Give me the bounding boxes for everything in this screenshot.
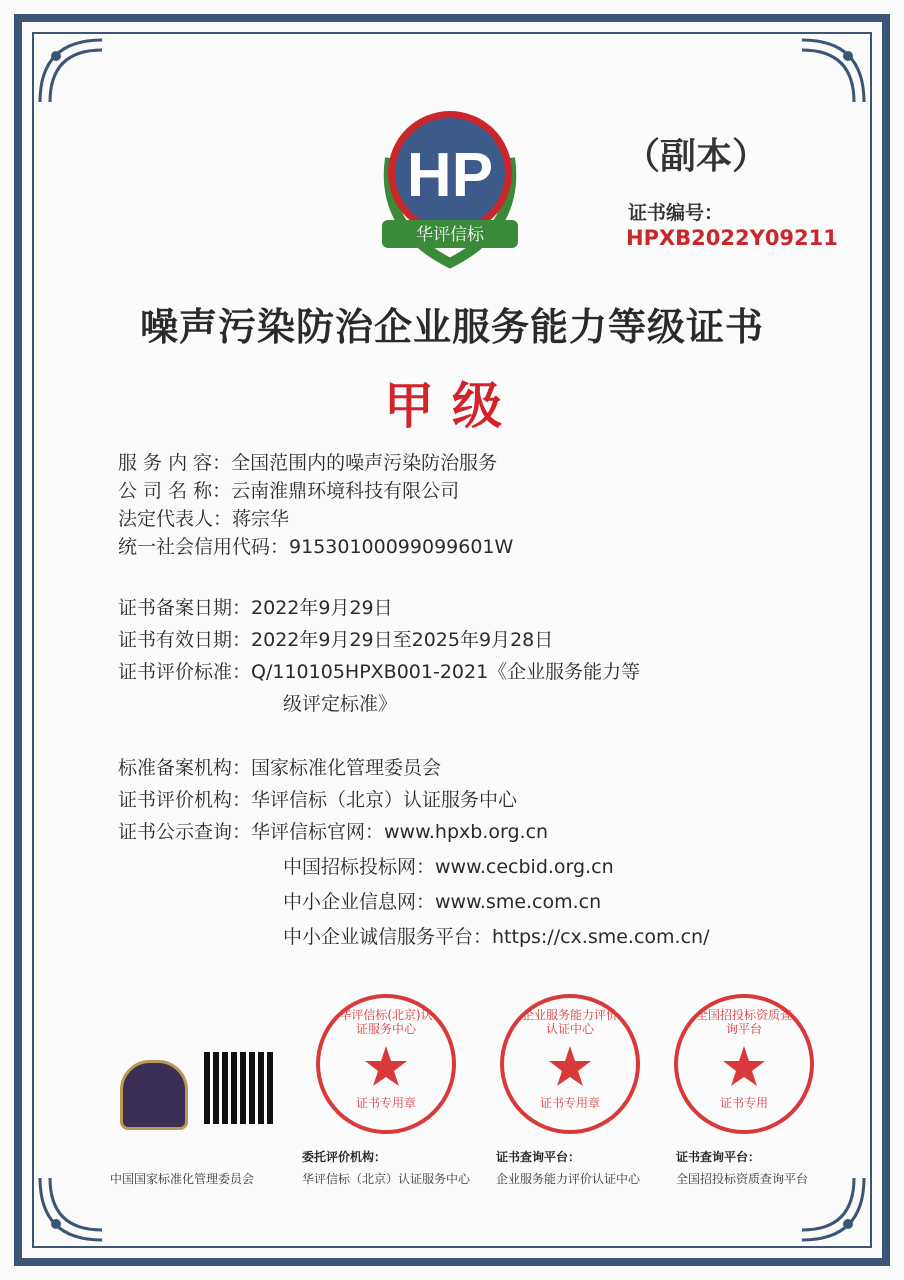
field-eval-org: 证书评价机构：华评信标（北京）认证服务中心 (118, 789, 518, 811)
logo-text: 华评信标 (416, 225, 484, 245)
star-icon (364, 1044, 408, 1088)
copy-label: （副本） (624, 136, 769, 177)
field-company: 公 司 名 称：云南淮鼎环境科技有限公司 (118, 480, 460, 502)
query-link[interactable]: 中小企业诚信服务平台：https://cx.sme.com.cn/ (283, 926, 710, 948)
seal-ring-text: 企业服务能力评价认证中心 (521, 1008, 618, 1036)
field-validity: 证书有效日期：2022年9月29日至2025年9月28日 (118, 629, 554, 651)
corner-ornament-icon (36, 1174, 106, 1244)
field-credit-code: 统一社会信用代码：91530100099099601W (118, 536, 514, 558)
stamp-label: 委托评价机构： (302, 1150, 387, 1164)
corner-ornament-icon (798, 1174, 868, 1244)
red-seal (316, 994, 456, 1134)
field-service: 服 务 内 容：全国范围内的噪声污染防治服务 (118, 452, 498, 474)
field-standard: 证书评价标准：Q/110105HPXB001-2021《企业服务能力等 (118, 661, 641, 683)
field-query: 证书公示查询：华评信标官网：www.hpxb.org.cn (118, 821, 549, 843)
corner-ornament-icon (36, 36, 106, 106)
stamp-label: 证书查询平台： (676, 1150, 761, 1164)
red-seal (674, 994, 814, 1134)
star-icon (548, 1044, 592, 1088)
grade: 甲级 (384, 377, 520, 435)
field-filing-date: 证书备案日期：2022年9月29日 (118, 597, 393, 619)
query-link[interactable]: 华评信标官网：www.hpxb.org.cn (251, 821, 549, 843)
field-standard-org: 标准备案机构：国家标准化管理委员会 (118, 757, 442, 779)
seal-text: 证书专用章 (539, 1096, 600, 1110)
emblem-caption: 中国国家标准化管理委员会 (110, 1172, 255, 1186)
seal-ring-text: 华评信标(北京)认证服务中心 (339, 1008, 433, 1036)
red-seal (500, 994, 640, 1134)
query-link[interactable]: 中小企业信息网：www.sme.com.cn (283, 891, 602, 913)
stamp-caption: 全国招投标资质查询平台 (676, 1172, 809, 1186)
seal-text: 证书专用 (719, 1096, 768, 1110)
stamp-label: 证书查询平台： (496, 1150, 581, 1164)
field-representative: 法定代表人：蒋宗华 (118, 508, 290, 530)
stamp-caption: 企业服务能力评价认证中心 (496, 1172, 641, 1186)
query-link[interactable]: 中国招标投标网：www.cecbid.org.cn (283, 856, 614, 878)
field-standard-cont: 级评定标准》 (283, 693, 398, 715)
seal-text: 证书专用章 (355, 1096, 416, 1110)
hpxb-logo (360, 98, 540, 278)
stamp-caption: 华评信标（北京）认证服务中心 (302, 1172, 471, 1186)
cert-number-label: 证书编号： (628, 202, 724, 224)
corner-ornament-icon (798, 36, 868, 106)
cert-number: HPXB2022Y09211 (626, 226, 838, 250)
certificate-title: 噪声污染防治企业服务能力等级证书 (139, 305, 764, 349)
seal-ring-text: 全国招投标资质查询平台 (695, 1008, 792, 1036)
national-emblem-icon (120, 1060, 188, 1130)
star-icon (722, 1044, 766, 1088)
svg-text:HP: HP (406, 141, 494, 210)
qr-code[interactable] (204, 1052, 276, 1124)
